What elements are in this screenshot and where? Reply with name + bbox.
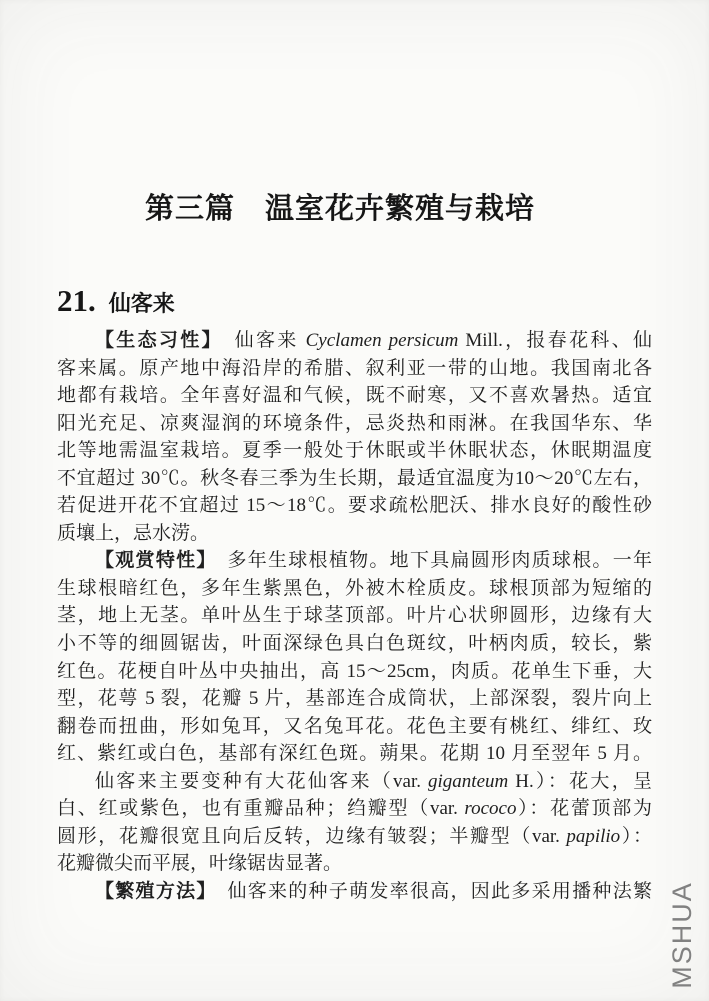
text-line: 型，花萼 5 裂，花瓣 5 片，基部连合成筒状，上部深裂，裂片向上 (57, 688, 652, 710)
text-segment: Mill.，报春花科、仙 (458, 330, 652, 351)
text-line: 不宜超过 30℃。秋冬春三季为生长期，最适宜温度为10～20℃左右， (57, 467, 652, 489)
watermark: MSHUA (667, 881, 697, 989)
text-line: 若促进开花不宜超过 15～18℃。要求疏松肥沃、排水良好的酸性砂 (57, 495, 652, 517)
text-line: 地都有栽培。全年喜好温和气候，既不耐寒，又不喜欢暑热。适宜 (57, 385, 652, 407)
text-line: 质壤上，忌水涝。 (57, 522, 210, 544)
text-segment: 多年生球根植物。地下具扁圆形肉质球根。一年 (207, 550, 652, 572)
text-line (57, 547, 652, 575)
body-text (57, 327, 652, 905)
text-segment: ）：花蕾顶部为 (516, 798, 652, 820)
latin-variety-name: rococo (464, 798, 517, 820)
latin-species-name: Cyclamen persicum (305, 330, 459, 351)
section-label: 【观赏特性】 (95, 550, 208, 572)
text-line: 客来属。原产地中海沿岸的希腊、叙利亚一带的山地。我国南北各 (57, 357, 652, 379)
latin-variety-name: papilio (566, 825, 621, 847)
text-segment: 仙客来 (213, 330, 306, 351)
text-line (57, 795, 652, 823)
section-heading (57, 283, 175, 319)
text-segment: 白、红或紫色，也有重瓣品种；绉瓣型（var. (57, 798, 465, 820)
text-line: 阳光充足、凉爽湿润的环境条件，忌炎热和雨淋。在我国华东、华 (57, 412, 652, 434)
text-line: 红色。花梗自叶丛中央抽出，高 15～25cm，肉质。花单生下垂，大 (57, 660, 652, 682)
text-line: 翻卷而扭曲，形如兔耳，又名兔耳花。花色主要有桃红、绯红、玫 (57, 715, 652, 737)
text-line (57, 878, 652, 906)
section-number: 21. (57, 283, 96, 318)
para-ornamental (57, 547, 652, 767)
text-segment: H.）：花大，呈 (508, 770, 652, 792)
latin-variety-name: giganteum (428, 770, 509, 792)
section-label: 【繁殖方法】 (95, 880, 208, 902)
para-propagation (57, 878, 652, 906)
text-line: 北等地需温室栽培。夏季一般处于休眠或半休眠状态，休眠期温度 (57, 440, 652, 462)
section-title: 仙客来 (108, 291, 175, 316)
text-line (57, 327, 652, 355)
para-varieties (57, 768, 652, 878)
part-title: 第三篇 温室花卉繁殖与栽培 (144, 193, 535, 225)
text-line: 生球根暗红色，多年生紫黑色，外被木栓质皮。球根顶部为短缩的 (57, 577, 652, 599)
section-label: 【生态习性】 (95, 330, 214, 351)
text-segment: 仙客来主要变种有大花仙客来（var. (95, 770, 429, 792)
para-ecology (57, 327, 652, 547)
text-segment: 仙客来的种子萌发率很高，因此多采用播种法繁 (207, 880, 652, 902)
text-line (57, 768, 652, 796)
text-line: 茎，地上无茎。单叶丛生于球茎顶部。叶片心状卵圆形，边缘有大 (57, 605, 652, 627)
text-line: 花瓣微尖而平展，叶缘锯齿显著。 (57, 853, 343, 875)
text-line (57, 823, 652, 851)
text-segment: ）： (620, 825, 652, 847)
text-line: 小不等的细圆锯齿，叶面深绿色具白色斑纹，叶柄肉质，较长，紫 (57, 633, 652, 655)
text-segment: 圆形，花瓣很宽且向后反转，边缘有皱裂；半瓣型（var. (57, 825, 567, 847)
text-line: 红、紫红或白色，基部有深红色斑。蒴果。花期 10 月至翌年 5 月。 (57, 743, 652, 765)
